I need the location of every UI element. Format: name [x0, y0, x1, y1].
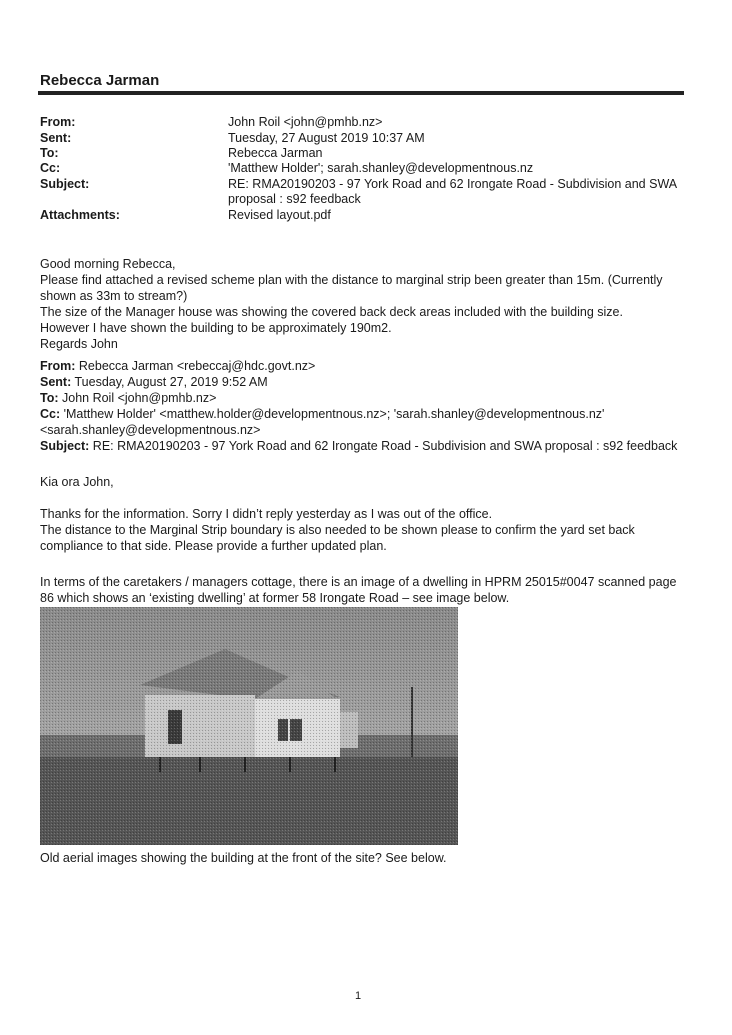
subject-value-2: proposal : s92 feedback: [228, 192, 361, 206]
body-line: The size of the Manager house was showing the covered back deck areas included with the building size.: [40, 305, 623, 319]
quoted-cc-2: <sarah.shanley@developmentnous.nz>: [40, 423, 261, 437]
sent-label: Sent:: [40, 131, 72, 145]
subject-value-1: RE: RMA20190203 - 97 York Road and 62 Irongate Road - Subdivision and SWA: [228, 177, 678, 191]
cc-value: 'Matthew Holder'; sarah.shanley@developmentnous.nz: [228, 161, 534, 175]
quoted-subject-label: Subject:: [40, 439, 90, 453]
quoted-sent-value: Tuesday, August 27, 2019 9:52 AM: [71, 375, 268, 389]
quoted-sent-label: Sent:: [40, 375, 72, 389]
quoted-from-value: Rebecca Jarman <rebeccaj@hdc.govt.nz>: [75, 359, 316, 373]
quoted-to: [40, 390, 690, 406]
greeting: Good morning Rebecca,: [40, 257, 176, 271]
quoted-cc: [40, 406, 690, 422]
body-line: However I have shown the building to be approximately 190m2.: [40, 321, 392, 335]
quoted-cc-label: Cc:: [40, 407, 61, 421]
quoted-line: 86 which shows an ‘existing dwelling’ at former 58 Irongate Road – see image below.: [40, 591, 510, 605]
mailbox-owner: Rebecca Jarman: [40, 72, 160, 89]
quoted-line: compliance to that side. Please provide a further updated plan.: [40, 539, 387, 553]
quoted-subject: [40, 438, 690, 454]
page-number: 1: [355, 990, 362, 1002]
signoff: Regards John: [40, 337, 118, 351]
quoted-from: [40, 358, 690, 374]
quoted-subject-value: RE: RMA20190203 - 97 York Road and 62 Irongate Road - Subdivision and SWA proposal : s92 feedback: [89, 439, 678, 453]
quoted-cc-value: 'Matthew Holder' <matthew.holder@developmentnous.nz>; 'sarah.shanley@developmentnous.nz': [60, 407, 605, 421]
quoted-from-label: From:: [40, 359, 76, 373]
to-value: Rebecca Jarman: [228, 146, 323, 160]
body-line: Please find attached a revised scheme plan with the distance to marginal strip been greater than 15m. (Currently: [40, 273, 663, 287]
header-rule: [38, 91, 684, 95]
photo-caption: Old aerial images showing the building at the front of the site? See below.: [40, 851, 447, 865]
body-line: shown as 33m to stream?): [40, 289, 188, 303]
quoted-to-value: John Roil <john@pmhb.nz>: [58, 391, 217, 405]
attachments-label: Attachments:: [40, 208, 120, 222]
quoted-greeting: Kia ora John,: [40, 475, 114, 489]
sent-value: Tuesday, 27 August 2019 10:37 AM: [228, 131, 425, 145]
quoted-line: The distance to the Marginal Strip boundary is also needed to be shown please to confirm the yard set back: [40, 523, 635, 537]
attachment-link[interactable]: Revised layout.pdf: [228, 208, 331, 222]
dwelling-photo: [40, 607, 458, 845]
from-label: From:: [40, 115, 76, 129]
from-value: John Roil <john@pmhb.nz>: [228, 115, 383, 129]
quoted-line: In terms of the caretakers / managers cottage, there is an image of a dwelling in HPRM 25015#0047 scanned page: [40, 575, 677, 589]
to-label: To:: [40, 146, 59, 160]
subject-label: Subject:: [40, 177, 90, 191]
quoted-sent: [40, 374, 690, 390]
cc-label: Cc:: [40, 161, 61, 175]
quoted-line: Thanks for the information. Sorry I didn’t reply yesterday as I was out of the office.: [40, 507, 493, 521]
quoted-to-label: To:: [40, 391, 59, 405]
